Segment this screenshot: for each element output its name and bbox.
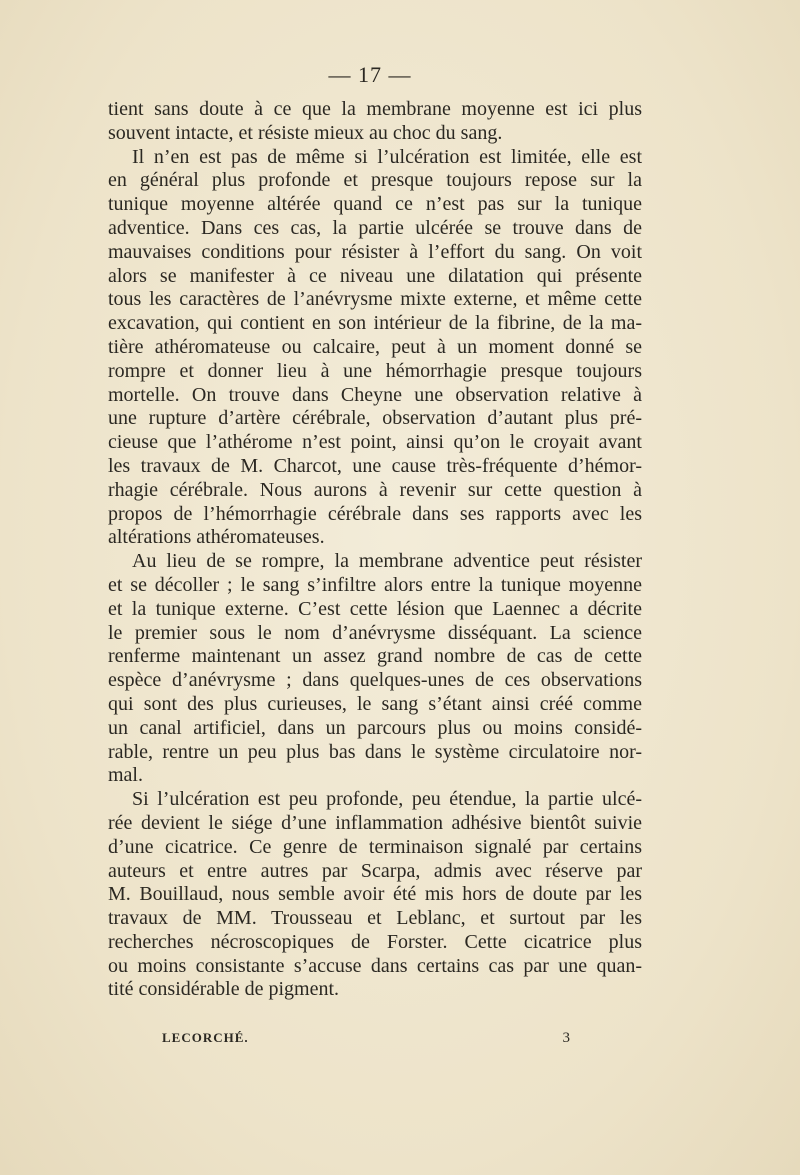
text-line: Il n’en est pas de même si l’ulcération est limitée, elle est	[132, 145, 642, 168]
text-line: espèce d’anévrysme ; dans quelques-unes de ces observations	[108, 669, 642, 692]
text-line: rompre et donner lieu à une hémorrhagie presque toujours	[108, 359, 642, 382]
text-line: et la tunique externe. C’est cette lésion que Laennec a décrite	[108, 597, 642, 620]
text-line: auteurs et entre autres par Scarpa, admis avec réserve par	[108, 859, 642, 882]
text-line: en général plus profonde et presque toujours repose sur la	[108, 169, 642, 192]
text-line: mauvaises conditions pour résister à l’effort du sang. On voit	[108, 240, 642, 263]
body-text	[108, 98, 642, 1002]
text-line: tunique moyenne altérée quand ce n’est pas sur la tunique	[108, 193, 642, 216]
text-line: M. Bouillaud, nous semble avoir été mis hors de doute par les	[108, 883, 642, 906]
text-line: propos de l’hémorrhagie cérébrale dans ses rapports avec les	[108, 502, 642, 525]
text-line: ou moins consistante s’accuse dans certains cas par une quan-	[108, 954, 642, 977]
text-line: tient sans doute à ce que la membrane moyenne est ici plus	[108, 98, 642, 120]
page-number: — 17 —	[328, 62, 412, 87]
text-line: tous les caractères de l’anévrysme mixte externe, et même cette	[108, 288, 642, 311]
paragraph-4	[108, 788, 642, 1002]
paragraph-3	[108, 550, 642, 788]
text-line: rée devient le siége d’une inflammation adhésive bientôt suivie	[108, 811, 642, 834]
text-line: mortelle. On trouve dans Cheyne une observation relative à	[108, 383, 642, 406]
text-line: Au lieu de se rompre, la membrane adventice peut résister	[132, 550, 642, 573]
text-line: les travaux de M. Charcot, une cause très-fréquente d’hémor-	[108, 454, 642, 477]
text-line: rhagie cérébrale. Nous aurons à revenir sur cette question à	[108, 478, 642, 501]
text-line: cieuse que l’athérome n’est point, ainsi qu’on le croyait avant	[108, 431, 642, 454]
text-line: et se décoller ; le sang s’infiltre alors entre la tunique moyenne	[108, 573, 642, 596]
text-line: Si l’ulcération est peu profonde, peu étendue, la partie ulcé-	[132, 788, 642, 811]
paragraph-1	[108, 98, 642, 146]
signature-mark: LECORCHÉ.	[162, 1030, 249, 1045]
paragraph-2	[108, 146, 642, 551]
text-line: mal.	[108, 764, 143, 787]
text-line: altérations athéromateuses.	[108, 526, 325, 549]
text-line: travaux de MM. Trousseau et Leblanc, et surtout par les	[108, 907, 642, 930]
text-line: excavation, qui contient en son intérieur de la fibrine, de la ma-	[108, 312, 642, 335]
text-line: un canal artificiel, dans un parcours plus ou moins considé-	[108, 716, 642, 739]
signature-number: 3	[562, 1030, 570, 1046]
text-line: rable, rentre un peu plus bas dans le système circulatoire nor-	[108, 740, 642, 763]
text-line: qui sont des plus curieuses, le sang s’étant ainsi créé comme	[108, 692, 642, 715]
text-line: tière athéromateuse ou calcaire, peut à un moment donné se	[108, 335, 642, 358]
text-line: recherches nécroscopiques de Forster. Cette cicatrice plus	[108, 930, 642, 953]
text-line: une rupture d’artère cérébrale, observation d’autant plus pré-	[108, 407, 642, 430]
text-line: adventice. Dans ces cas, la partie ulcérée se trouve dans de	[108, 216, 642, 239]
text-line: alors se manifester à ce niveau une dilatation qui présente	[108, 264, 642, 287]
text-line: d’une cicatrice. Ce genre de terminaison signalé par certains	[108, 835, 642, 858]
text-line: le premier sous le nom d’anévrysme disséquant. La science	[108, 621, 642, 644]
text-line: souvent intacte, et résiste mieux au choc du sang.	[108, 121, 503, 144]
text-line: tité considérable de pigment.	[108, 978, 340, 1001]
text-line: renferme maintenant un assez grand nombre de cas de cette	[108, 645, 642, 668]
